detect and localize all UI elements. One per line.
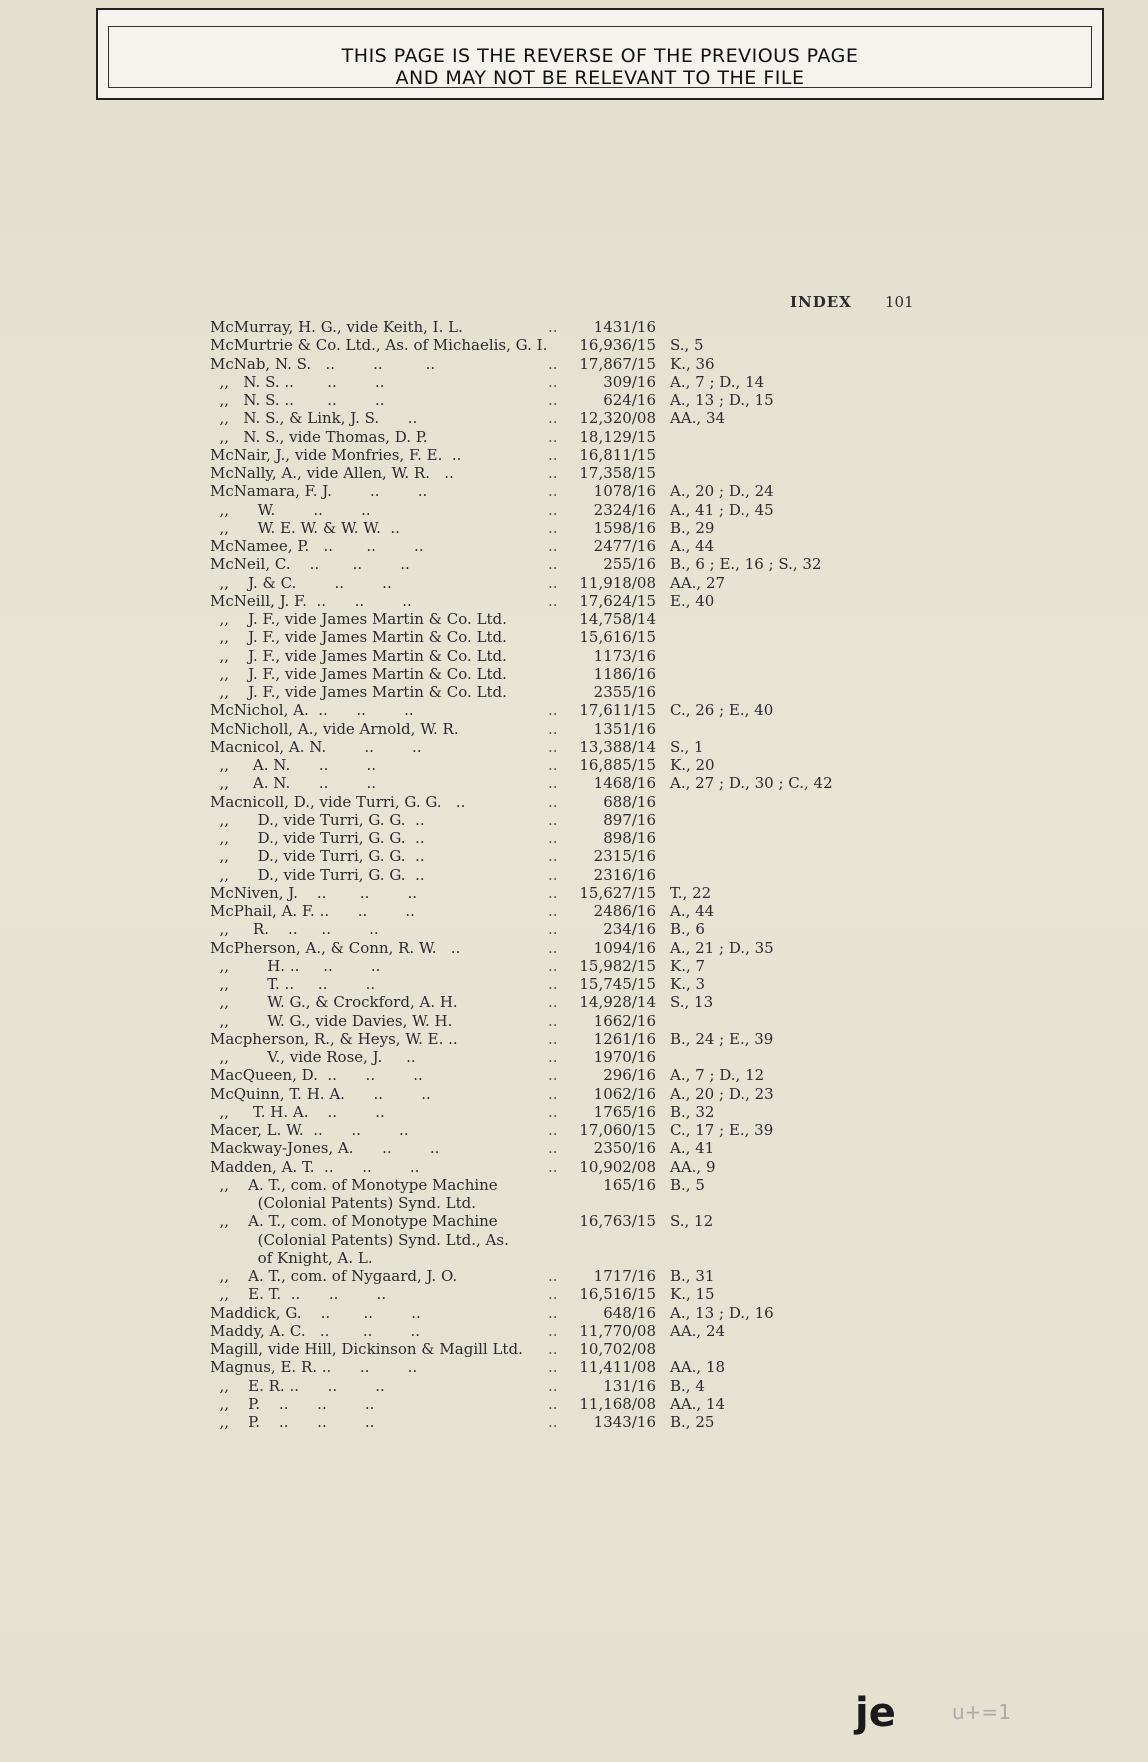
entry-number: 309/16 (603, 372, 656, 391)
index-row (0, 993, 1148, 1011)
index-row (0, 720, 1148, 738)
entry-number: 1261/16 (593, 1029, 656, 1048)
entry-name: ,, E. R. .. .. .. (210, 1376, 385, 1395)
index-row (0, 519, 1148, 537)
entry-number: 14,758/14 (579, 610, 656, 628)
index-row (0, 902, 1148, 920)
index-row (0, 1322, 1148, 1340)
index-row (0, 939, 1148, 957)
entry-number: 1062/16 (593, 1084, 656, 1103)
entry-number: 18,129/15 (579, 427, 656, 446)
entry-number: 12,320/08 (579, 409, 656, 428)
entry-name: McPhail, A. F. .. .. .. (210, 902, 415, 920)
index-row (0, 1085, 1148, 1103)
index-row (0, 701, 1148, 719)
index-row (0, 1267, 1148, 1285)
entry-name: ,, W. G., vide Davies, W. H. (210, 1011, 453, 1030)
entry-leader: .. (548, 938, 558, 957)
index-row (0, 464, 1148, 482)
entry-reference: K., 3 (670, 975, 706, 993)
entry-name: McNeil, C. .. .. .. (210, 555, 410, 574)
entry-leader: .. (548, 792, 558, 811)
entry-number: 16,936/15 (579, 336, 656, 355)
entry-leader: .. (548, 1157, 558, 1176)
entry-name: (Colonial Patents) Synd. Ltd. (210, 1194, 477, 1212)
entry-leader: .. (548, 847, 558, 866)
entry-leader: .. (548, 555, 558, 574)
entry-name: ,, A. N. .. .. (210, 774, 377, 793)
entry-number: 2486/16 (593, 902, 656, 920)
index-row (0, 373, 1148, 391)
entry-reference: B., 32 (670, 1102, 715, 1121)
reverse-page-notice (96, 8, 1104, 100)
entry-name: ,, D., vide Turri, G. G. .. (210, 829, 425, 847)
entry-leader: .. (548, 391, 558, 409)
entry-name: McNiven, J. .. .. .. (210, 883, 418, 902)
entry-name: McNab, N. S. .. .. .. (210, 354, 436, 373)
index-row (0, 975, 1148, 993)
entry-name: of Knight, A. L. (210, 1248, 373, 1267)
index-row (0, 920, 1148, 938)
index-row (0, 1066, 1148, 1084)
entry-reference: C., 26 ; E., 40 (670, 701, 774, 720)
entry-reference: E., 40 (670, 591, 715, 610)
entry-number: 2316/16 (593, 865, 656, 884)
index-row (0, 537, 1148, 555)
entry-reference: A., 20 ; D., 23 (670, 1084, 774, 1103)
entry-number: 1186/16 (593, 664, 656, 683)
entry-leader: .. (548, 537, 558, 555)
entry-name: McNicholl, A., vide Arnold, W. R. (210, 719, 459, 738)
index-row (0, 1139, 1148, 1157)
entry-number: 624/16 (603, 391, 656, 409)
entry-name: ,, J. F., vide James Martin & Co. Ltd. (210, 610, 507, 628)
entry-leader: .. (548, 372, 558, 391)
index-row (0, 555, 1148, 573)
entry-leader: .. (548, 774, 558, 793)
index-row (0, 793, 1148, 811)
index-row (0, 957, 1148, 975)
index-row (0, 1231, 1148, 1249)
entry-name: (Colonial Patents) Synd. Ltd., As. (210, 1230, 509, 1249)
entry-leader: .. (548, 719, 558, 738)
entry-leader: .. (548, 1394, 558, 1413)
entry-leader: .. (548, 518, 558, 537)
entry-leader: .. (548, 482, 558, 501)
entry-number: 16,516/15 (579, 1285, 656, 1304)
entry-leader: .. (548, 1048, 558, 1066)
entry-number: 17,060/15 (579, 1121, 656, 1139)
index-row (0, 446, 1148, 464)
entry-number: 2324/16 (593, 500, 656, 519)
index-row (0, 1304, 1148, 1322)
page-number: 101 (885, 293, 914, 311)
entry-number: 1094/16 (593, 938, 656, 957)
entry-reference: A., 44 (670, 902, 715, 920)
entry-reference: AA., 24 (670, 1321, 726, 1340)
notice-frame (108, 26, 1092, 88)
entry-name: Macnicoll, D., vide Turri, G. G. .. (210, 792, 466, 811)
entry-leader: .. (548, 1285, 558, 1304)
entry-leader: .. (548, 956, 558, 975)
entry-leader: .. (548, 464, 558, 482)
entry-name: ,, J. F., vide James Martin & Co. Ltd. (210, 683, 507, 701)
entry-name: ,, W. .. .. (210, 500, 371, 519)
entry-reference: B., 25 (670, 1413, 715, 1431)
entry-name: McNamara, F. J. .. .. (210, 482, 428, 501)
entry-name: Macer, L. W. .. .. .. (210, 1121, 409, 1139)
index-row (0, 482, 1148, 500)
entry-reference: K., 36 (670, 354, 715, 373)
entry-name: ,, D., vide Turri, G. G. .. (210, 847, 425, 866)
entry-reference: A., 7 ; D., 12 (670, 1066, 765, 1085)
entry-number: 1343/16 (593, 1413, 656, 1431)
entry-leader: .. (548, 1084, 558, 1103)
entry-reference: A., 41 ; D., 45 (670, 500, 774, 519)
entry-number: 11,168/08 (579, 1394, 656, 1413)
entry-number: 15,745/15 (579, 975, 656, 993)
entry-reference: B., 24 ; E., 39 (670, 1029, 774, 1048)
entry-name: ,, V., vide Rose, J. .. (210, 1048, 416, 1066)
entry-leader: .. (548, 1139, 558, 1158)
entry-reference: AA., 18 (670, 1358, 726, 1377)
entry-name: ,, P. .. .. .. (210, 1413, 375, 1431)
entry-name: ,, H. .. .. .. (210, 956, 381, 975)
entry-reference: A., 27 ; D., 30 ; C., 42 (670, 774, 833, 793)
entry-reference: T., 22 (670, 883, 712, 902)
entry-number: 16,885/15 (579, 756, 656, 774)
entry-name: McNichol, A. .. .. .. (210, 701, 414, 720)
index-row (0, 1048, 1148, 1066)
entry-name: McNeill, J. F. .. .. .. (210, 591, 412, 610)
entry-leader: .. (548, 920, 558, 939)
entry-number: 17,624/15 (579, 591, 656, 610)
index-row (0, 811, 1148, 829)
entry-name: ,, N. S., vide Thomas, D. P. (210, 427, 428, 446)
entry-reference: AA., 9 (670, 1157, 716, 1176)
entry-number: 1662/16 (593, 1011, 656, 1030)
entry-name: McNamee, P. .. .. .. (210, 537, 424, 555)
entry-reference: S., 1 (670, 737, 704, 756)
entry-leader: .. (548, 701, 558, 720)
entry-name: ,, E. T. .. .. .. (210, 1285, 387, 1304)
entry-number: 10,902/08 (579, 1157, 656, 1176)
entry-name: McPherson, A., & Conn, R. W. .. (210, 938, 461, 957)
entry-leader: .. (548, 1066, 558, 1085)
entry-leader: .. (548, 975, 558, 993)
index-row (0, 1176, 1148, 1194)
entry-reference: A., 44 (670, 537, 715, 555)
entry-reference: C., 17 ; E., 39 (670, 1121, 774, 1139)
entry-name: ,, J. F., vide James Martin & Co. Ltd. (210, 664, 507, 683)
entry-leader: .. (548, 1413, 558, 1431)
index-row (0, 1158, 1148, 1176)
entry-leader: .. (548, 427, 558, 446)
entry-name: ,, A. T., com. of Nygaard, J. O. (210, 1267, 458, 1285)
entry-reference: A., 21 ; D., 35 (670, 938, 774, 957)
entry-leader: .. (548, 1358, 558, 1377)
index-row (0, 1030, 1148, 1048)
entry-name: ,, D., vide Turri, G. G. .. (210, 865, 425, 884)
notice-line-1: THIS PAGE IS THE REVERSE OF THE PREVIOUS PAGE (341, 45, 859, 67)
index-row (0, 1249, 1148, 1267)
index-row (0, 647, 1148, 665)
entry-number: 11,770/08 (579, 1321, 656, 1340)
entry-number: 1717/16 (593, 1267, 656, 1285)
entry-leader: .. (548, 573, 558, 592)
entry-reference: S., 13 (670, 993, 714, 1012)
entry-leader: .. (548, 1376, 558, 1395)
entry-name: ,, D., vide Turri, G. G. .. (210, 810, 425, 829)
entry-name: ,, J. & C. .. .. (210, 573, 392, 592)
index-row (0, 1340, 1148, 1358)
index-row (0, 1103, 1148, 1121)
entry-number: 296/16 (603, 1066, 656, 1085)
index-row (0, 336, 1148, 354)
index-row (0, 355, 1148, 373)
entry-name: ,, N. S., & Link, J. S. .. (210, 409, 418, 428)
index-row (0, 774, 1148, 792)
entry-name: MacQueen, D. .. .. .. (210, 1066, 423, 1085)
entry-leader: .. (548, 902, 558, 920)
entry-reference: K., 7 (670, 956, 706, 975)
entry-name: McQuinn, T. H. A. .. .. (210, 1084, 431, 1103)
entry-number: 898/16 (603, 829, 656, 847)
entry-reference: K., 20 (670, 756, 715, 774)
entry-leader: .. (548, 1267, 558, 1285)
index-row (0, 866, 1148, 884)
entry-number: 648/16 (603, 1303, 656, 1322)
index-row (0, 738, 1148, 756)
index-row (0, 1413, 1148, 1431)
entry-number: 2350/16 (593, 1139, 656, 1158)
entry-name: McMurray, H. G., vide Keith, I. L. (210, 318, 463, 336)
index-row (0, 610, 1148, 628)
entry-name: ,, T. .. .. .. (210, 975, 376, 993)
entry-name: Maddy, A. C. .. .. .. (210, 1321, 421, 1340)
entry-leader: .. (548, 1102, 558, 1121)
entry-number: 13,388/14 (579, 737, 656, 756)
entry-number: 16,763/15 (579, 1212, 656, 1231)
index-row (0, 665, 1148, 683)
entry-reference: A., 13 ; D., 16 (670, 1303, 774, 1322)
entry-leader: .. (548, 445, 558, 464)
entry-number: 1078/16 (593, 482, 656, 501)
entry-number: 17,358/15 (579, 464, 656, 482)
entry-number: 14,928/14 (579, 993, 656, 1012)
index-row (0, 1194, 1148, 1212)
entry-name: ,, T. H. A. .. .. (210, 1102, 385, 1121)
entry-number: 897/16 (603, 810, 656, 829)
index-row (0, 391, 1148, 409)
entry-reference: B., 5 (670, 1175, 705, 1194)
entry-name: Macpherson, R., & Heys, W. E. .. (210, 1029, 458, 1048)
notice-line-2: AND MAY NOT BE RELEVANT TO THE FILE (395, 67, 805, 89)
index-row (0, 1012, 1148, 1030)
entry-leader: .. (548, 1321, 558, 1340)
entry-number: 11,411/08 (579, 1358, 656, 1377)
index-row (0, 884, 1148, 902)
entry-number: 2477/16 (593, 537, 656, 555)
index-row (0, 318, 1148, 336)
entry-number: 1468/16 (593, 774, 656, 793)
entry-reference: S., 5 (670, 336, 704, 355)
entry-number: 1765/16 (593, 1102, 656, 1121)
entry-name: McMurtrie & Co. Ltd., As. of Michaelis, G. I. (210, 336, 548, 355)
entry-reference: AA., 27 (670, 573, 726, 592)
entry-number: 1970/16 (593, 1048, 656, 1066)
entry-name: Mackway-Jones, A. .. .. (210, 1139, 440, 1158)
entry-reference: B., 6 (670, 920, 705, 939)
entry-number: 17,611/15 (579, 701, 656, 720)
entry-number: 688/16 (603, 792, 656, 811)
entry-name: Magill, vide Hill, Dickinson & Magill Ltd. (210, 1340, 523, 1358)
entry-leader: .. (548, 500, 558, 519)
entry-leader: .. (548, 1029, 558, 1048)
entry-leader: .. (548, 354, 558, 373)
entry-name: ,, A. T., com. of Monotype Machine (210, 1175, 498, 1194)
entry-name: ,, W. E. W. & W. W. .. (210, 518, 400, 537)
entry-name: Magnus, E. R. .. .. .. (210, 1358, 418, 1377)
index-row (0, 683, 1148, 701)
entry-name: McNair, J., vide Monfries, F. E. .. (210, 445, 462, 464)
entry-number: 1351/16 (593, 719, 656, 738)
entry-number: 131/16 (603, 1376, 656, 1395)
entry-reference: K., 15 (670, 1285, 715, 1304)
entry-leader: .. (548, 1340, 558, 1358)
entry-name: Macnicol, A. N. .. .. (210, 737, 422, 756)
entry-number: 1598/16 (593, 518, 656, 537)
entry-number: 1173/16 (593, 646, 656, 665)
entry-leader: .. (548, 756, 558, 774)
entry-reference: A., 7 ; D., 14 (670, 372, 765, 391)
entry-name: Maddick, G. .. .. .. (210, 1303, 421, 1322)
entry-leader: .. (548, 318, 558, 336)
entry-name: ,, J. F., vide James Martin & Co. Ltd. (210, 628, 507, 647)
entry-number: 15,616/15 (579, 628, 656, 647)
entry-name: ,, N. S. .. .. .. (210, 391, 385, 409)
entry-reference: A., 20 ; D., 24 (670, 482, 774, 501)
entry-reference: S., 12 (670, 1212, 714, 1231)
index-row (0, 847, 1148, 865)
index-row (0, 1121, 1148, 1139)
entry-leader: .. (548, 737, 558, 756)
index-row (0, 592, 1148, 610)
entry-reference: AA., 14 (670, 1394, 726, 1413)
entry-name: ,, A. N. .. .. (210, 756, 377, 774)
entry-number: 255/16 (603, 555, 656, 574)
entry-name: ,, R. .. .. .. (210, 920, 379, 939)
entry-leader: .. (548, 829, 558, 847)
index-row (0, 756, 1148, 774)
entry-name: ,, N. S. .. .. .. (210, 372, 385, 391)
index-row (0, 829, 1148, 847)
entry-number: 15,982/15 (579, 956, 656, 975)
index-row (0, 1377, 1148, 1395)
entry-name: ,, A. T., com. of Monotype Machine (210, 1212, 498, 1231)
entry-number: 1431/16 (593, 318, 656, 336)
entry-leader: .. (548, 591, 558, 610)
entry-number: 10,702/08 (579, 1340, 656, 1358)
entry-reference: A., 41 (670, 1139, 715, 1158)
entry-number: 15,627/15 (579, 883, 656, 902)
entry-name: McNally, A., vide Allen, W. R. .. (210, 464, 454, 482)
entry-name: Madden, A. T. .. .. .. (210, 1157, 420, 1176)
index-row (0, 428, 1148, 446)
entry-reference: B., 29 (670, 518, 715, 537)
entry-leader: .. (548, 993, 558, 1012)
index-row (0, 1212, 1148, 1230)
index-row (0, 409, 1148, 427)
index-row (0, 1285, 1148, 1303)
index-row (0, 574, 1148, 592)
entry-name: ,, W. G., & Crockford, A. H. (210, 993, 458, 1012)
index-row (0, 501, 1148, 519)
entry-leader: .. (548, 883, 558, 902)
entry-leader: .. (548, 1303, 558, 1322)
entry-reference: B., 4 (670, 1376, 705, 1395)
entry-name: ,, P. .. .. .. (210, 1394, 375, 1413)
entry-reference: B., 6 ; E., 16 ; S., 32 (670, 555, 822, 574)
index-row (0, 628, 1148, 646)
entry-reference: A., 13 ; D., 15 (670, 391, 774, 409)
entry-number: 17,867/15 (579, 354, 656, 373)
entry-leader: .. (548, 865, 558, 884)
entry-number: 2315/16 (593, 847, 656, 866)
entry-number: 2355/16 (593, 683, 656, 701)
entry-reference: AA., 34 (670, 409, 726, 428)
entry-name: ,, J. F., vide James Martin & Co. Ltd. (210, 646, 507, 665)
entry-leader: .. (548, 409, 558, 428)
entry-reference: B., 31 (670, 1267, 715, 1285)
entry-leader: .. (548, 1011, 558, 1030)
index-row (0, 1395, 1148, 1413)
entry-number: 11,918/08 (579, 573, 656, 592)
stamp-mark: je (855, 1690, 896, 1736)
entry-leader: .. (548, 810, 558, 829)
entry-number: 234/16 (603, 920, 656, 939)
index-row (0, 1358, 1148, 1376)
stamp-faint-mark: u+=1 (952, 1700, 1011, 1724)
entry-leader: .. (548, 1121, 558, 1139)
entry-number: 165/16 (603, 1175, 656, 1194)
entry-number: 16,811/15 (579, 445, 656, 464)
index-heading: INDEX (790, 293, 852, 311)
